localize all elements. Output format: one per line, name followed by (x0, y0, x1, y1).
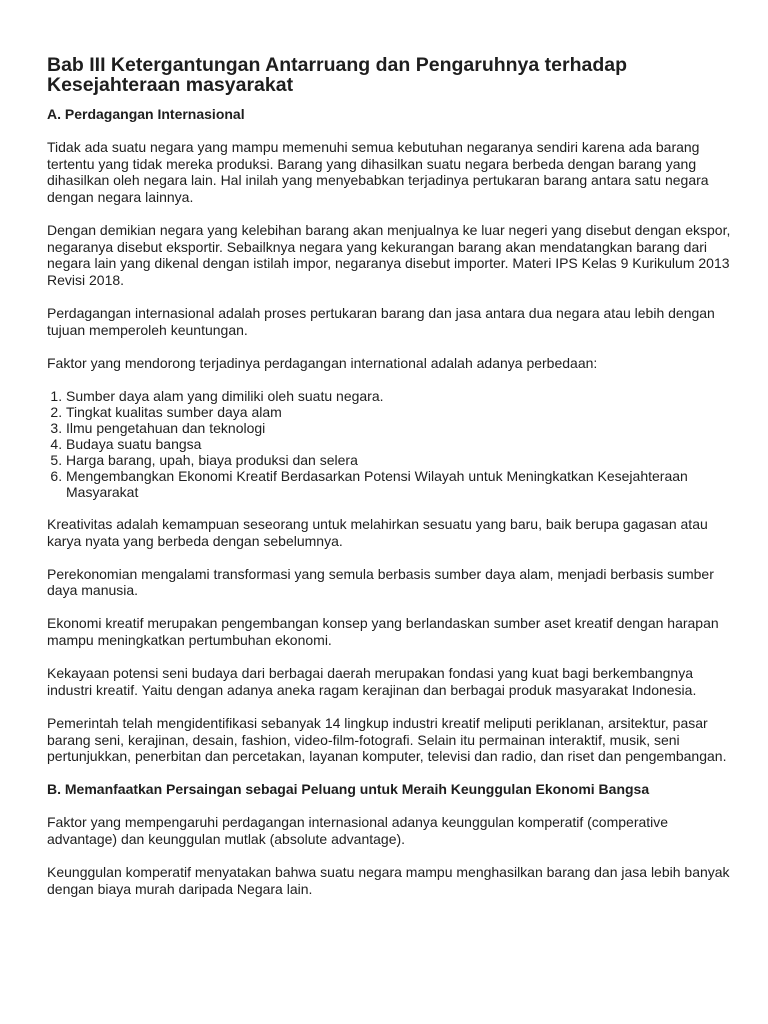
section-a-heading: A. Perdagangan Internasional (47, 106, 245, 122)
list-item: 4. Budaya suatu bangsa (66, 436, 738, 452)
list-item: 3. Ilmu pengetahuan dan teknologi (66, 420, 738, 436)
document-title: Bab III Ketergantungan Antarruang dan Pengaruhnya terhadap Kesejahteraan masyarakat (47, 54, 628, 96)
paragraph: Dengan demikian negara yang kelebihan barang akan menjualnya ke luar negeri yang disebut dengan ekspor, negaranya disebut eksportir. Sebailknya negara yang kekurangan barang akan mendatangkan barang dari negara lain yang dikenal dengan istilah impor, negaranya disebut importer. Materi IPS Kelas 9 Kurikulum 2013 Revisi 2018. (47, 221, 731, 288)
paragraph: Tidak ada suatu negara yang mampu memenuhi semua kebutuhan negaranya sendiri karena ada barang tertentu yang tidak mereka produksi. Barang yang dihasilkan suatu negara berbeda dengan barang yang dihasilkan oleh negara lain. Hal inilah yang menyebabkan terjadinya pertukaran barang antara satu negara dengan negara lainnya. (47, 139, 709, 205)
section-b-heading: B. Memanfaatkan Persaingan sebagai Peluang untuk Meraih Keunggulan Ekonomi Bangsa (47, 781, 650, 798)
paragraph: Kreativitas adalah kemampuan seseorang untuk melahirkan sesuatu yang baru, baik berupa gagasan atau karya nyata yang berbeda dengan sebelumnya. (47, 515, 708, 549)
paragraph: Faktor yang mempengaruhi perdagangan internasional adanya keunggulan komperatif (comperative advantage) dan keunggulan mutlak (absolute advantage). (47, 814, 669, 847)
factor-list (47, 388, 738, 500)
paragraph: Perdagangan internasional adalah proses pertukaran barang dan jasa antara dua negara atau lebih dengan tujuan memperoleh keuntungan. (47, 304, 715, 338)
list-item: 5. Harga barang, upah, biaya produksi dan selera (66, 452, 738, 468)
list-item: 1. Sumber daya alam yang dimiliki oleh suatu negara. (66, 388, 738, 404)
paragraph: Perekonomian mengalami transformasi yang semula berbasis sumber daya alam, menjadi berbasis sumber daya manusia. (47, 565, 714, 599)
list-item: 2. Tingkat kualitas sumber daya alam (66, 404, 738, 420)
list-item: 6. Mengembangkan Ekonomi Kreatif Berdasarkan Potensi Wilayah untuk Meningkatkan Kesejahteraan Masyarakat (66, 468, 738, 500)
paragraph: Pemerintah telah mengidentifikasi sebanyak 14 lingkup industri kreatif meliputi periklanan, arsitektur, pasar barang seni, kerajinan, desain, fashion, video-film-fotografi. Selain itu permainan interaktif, musik, seni pertunjukkan, penerbitan dan percetakan, layanan komputer, televisi dan radio, dan riset dan pengembangan. (47, 715, 727, 765)
paragraph: Faktor yang mendorong terjadinya perdagangan international adalah adanya perbedaan: (47, 354, 598, 371)
paragraph: Kekayaan potensi seni budaya dari berbagai daerah merupakan fondasi yang kuat bagi berkembangnya industri kreatif. Yaitu dengan adanya aneka ragam kerajinan dan berbagai produk masyarakat Indonesia. (47, 665, 697, 698)
paragraph: Keunggulan komperatif menyatakan bahwa suatu negara mampu menghasilkan barang dan jasa lebih banyak dengan biaya murah daripada Negara lain. (47, 864, 730, 897)
paragraph: Ekonomi kreatif merupakan pengembangan konsep yang berlandaskan sumber aset kreatif dengan harapan mampu meningkatkan pertumbuhan ekonomi. (47, 615, 719, 649)
